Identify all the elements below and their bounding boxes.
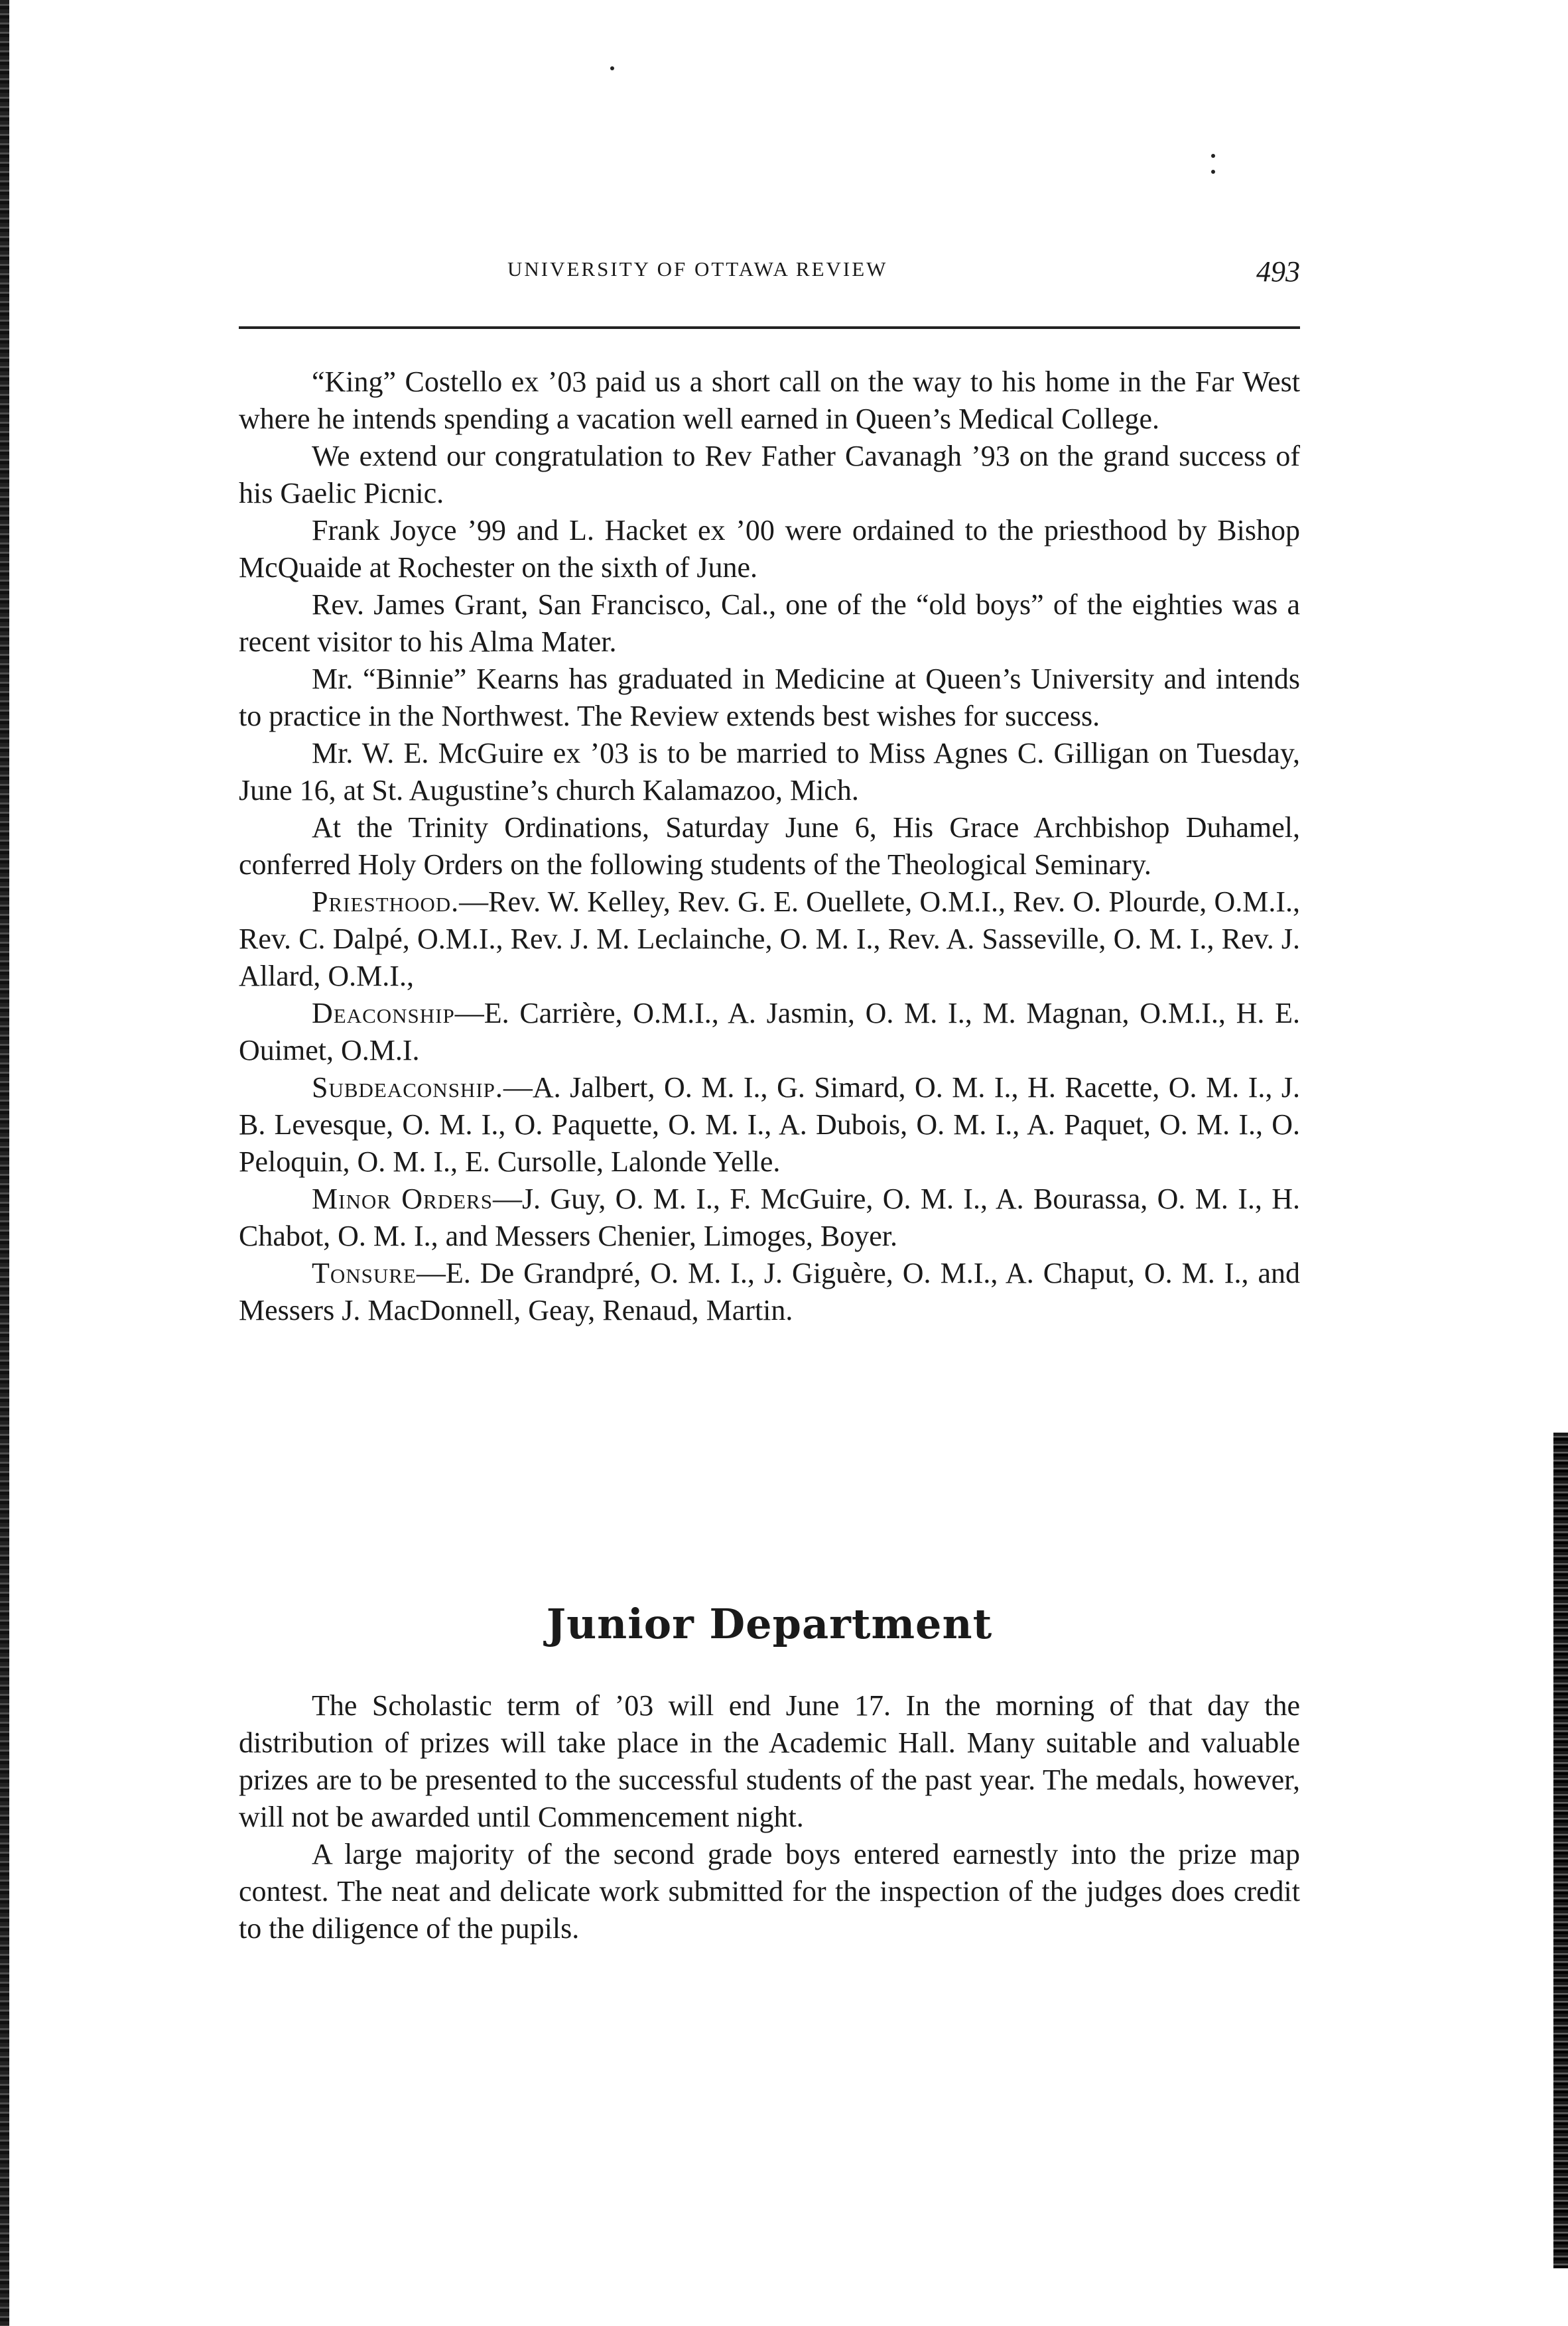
order-label: Priesthood. — [312, 885, 460, 918]
paragraph: At the Trinity Ordinations, Saturday June 6, His Grace Archbishop Duhamel, conferred Holy Orders on the following students of the Theological Seminary. — [239, 811, 1300, 881]
paragraph: We extend our congratulation to Rev Father Cavanagh ’93 on the grand success of his Gaelic Picnic. — [239, 440, 1300, 509]
order-label: Tonsure — [312, 1257, 417, 1289]
order-text: —E. De Grandpré, O. M. I., J. Giguère, O. M.I., A. Chaput, O. M. I., and Messers J. MacDonnell, Geay, Renaud, Martin. — [239, 1257, 1300, 1326]
running-head: UNIVERSITY OF OTTAWA REVIEW — [507, 257, 888, 281]
header-rule — [239, 326, 1300, 329]
paragraph: Frank Joyce ’99 and L. Hacket ex ’00 were ordained to the priesthood by Bishop McQuaide at Rochester on the sixth of June. — [239, 514, 1300, 584]
scan-speck — [610, 66, 614, 70]
order-label: Subdeaconship. — [312, 1071, 503, 1104]
order-paragraph — [239, 1255, 1300, 1329]
scan-edge-right — [1553, 1433, 1568, 2268]
order-paragraph — [239, 1069, 1300, 1181]
paragraph: A large majority of the second grade boys entered earnestly into the prize map contest. The neat and delicate work submitted for the inspection of the judges does credit to the diligence of the pupils. — [239, 1838, 1300, 1945]
paragraph: Mr. W. E. McGuire ex ’03 is to be married to Miss Agnes C. Gilligan on Tuesday, June 16, at St. Augustine’s church Kalamazoo, Mich. — [239, 737, 1300, 807]
junior-column — [239, 1687, 1300, 1947]
order-paragraph — [239, 883, 1300, 995]
order-label: Minor Orders — [312, 1183, 493, 1215]
order-label: Deaconship — [312, 997, 455, 1029]
order-text: —A. Jalbert, O. M. I., G. Simard, O. M. I., H. Racette, O. M. I., J. B. Levesque, O. M. I., O. Paquette, O. M. I., A. Dubois, O. M. I., A. Paquet, O. M. I., O. Peloquin, O. M. I., E. Cursolle, Lalonde Yelle. — [239, 1071, 1300, 1178]
scan-edge-left — [0, 0, 9, 2326]
order-paragraph — [239, 995, 1300, 1069]
order-text: —Rev. W. Kelley, Rev. G. E. Ouellete, O.M.I., Rev. O. Plourde, O.M.I., Rev. C. Dalpé, O.M.I., Rev. J. M. Leclainche, O. M. I., Rev. A. Sasseville, O. M. I., Rev. J. Allard, O.M.I., — [239, 885, 1300, 992]
section-title: Junior Department — [546, 1600, 993, 1648]
paragraph: The Scholastic term of ’03 will end June 17. In the morning of that day the distribution of prizes will take place in the Academic Hall. Many suitable and valuable prizes are to be presented to the successful students of the past year. The medals, however, will not be awarded until Commencement night. — [239, 1689, 1300, 1833]
paragraph: Mr. “Binnie” Kearns has graduated in Medicine at Queen’s University and intends to practice in the Northwest. The Review extends best wishes for success. — [239, 663, 1300, 732]
order-text: —J. Guy, O. M. I., F. McGuire, O. M. I., A. Bourassa, O. M. I., H. Chabot, O. M. I., and Messers Chenier, Limoges, Boyer. — [239, 1183, 1300, 1252]
page-header — [239, 257, 1300, 297]
order-paragraph — [239, 1181, 1300, 1255]
order-text: —E. Carrière, O.M.I., A. Jasmin, O. M. I., M. Magnan, O.M.I., H. E. Ouimet, O.M.I. — [239, 997, 1300, 1066]
paragraph: “King” Costello ex ’03 paid us a short call on the way to his home in the Far West where he intends spending a vacation well earned in Queen’s Medical College. — [239, 365, 1300, 435]
paragraph: Rev. James Grant, San Francisco, Cal., one of the “old boys” of the eighties was a recent visitor to his Alma Mater. — [239, 588, 1300, 658]
scan-speck — [1211, 170, 1215, 174]
news-column — [239, 363, 1300, 1329]
page-number: 493 — [1256, 255, 1300, 288]
scan-speck — [1211, 154, 1215, 158]
